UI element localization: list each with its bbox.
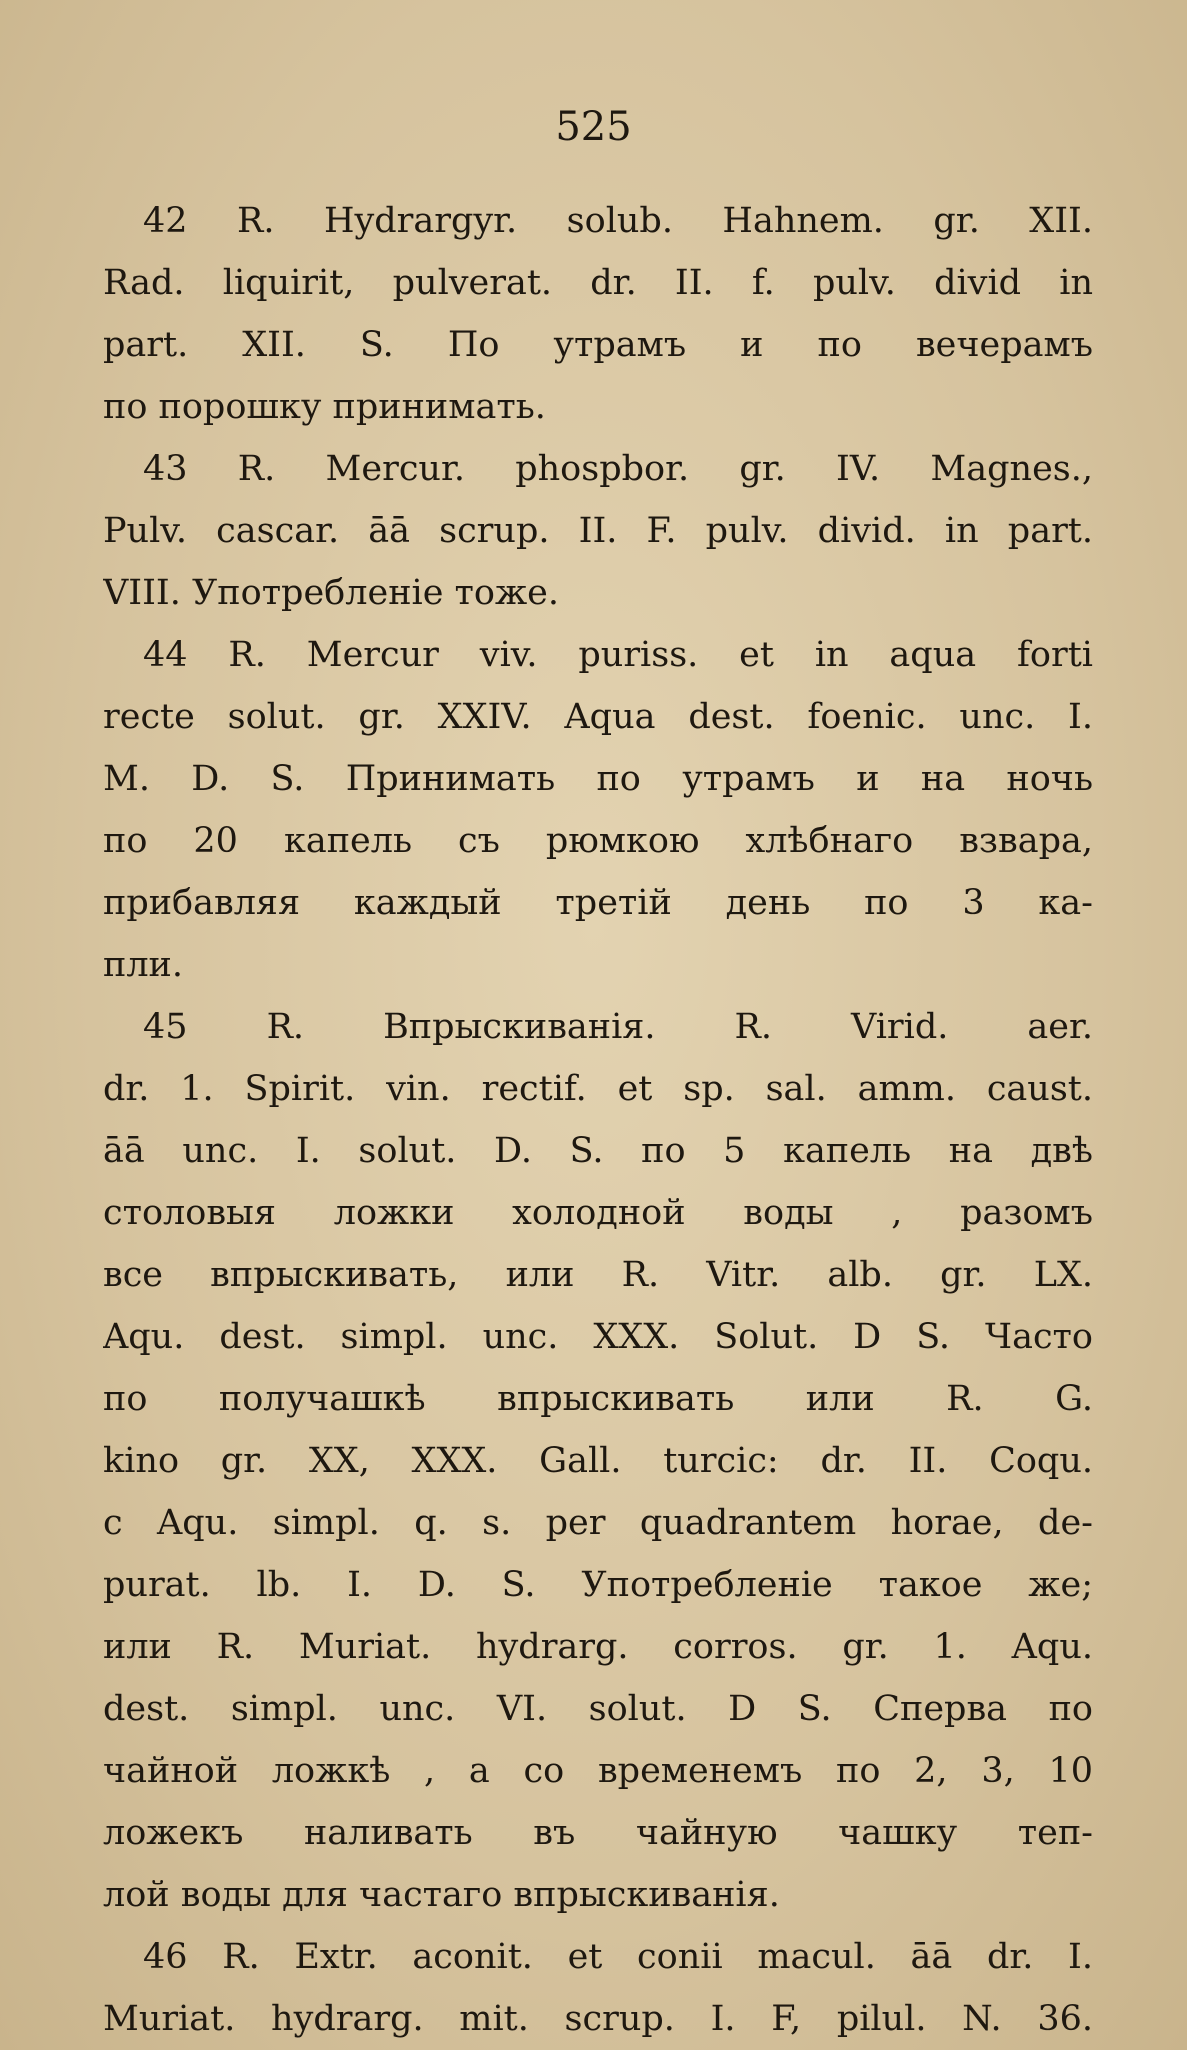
text-line: по порошку принимать. — [103, 387, 546, 427]
text-line: пли. — [103, 945, 184, 985]
recipe-46 — [103, 1926, 1093, 2050]
text-line: āā unc. I. solut. D. S. по 5 капель на двѣ — [103, 1131, 1093, 1171]
text-line: Aqu. dest. simpl. unc. XXX. Solut. D S. Часто — [103, 1317, 1093, 1357]
page-text — [103, 190, 1093, 2050]
text-line: столовыя ложки холодной воды , разомъ — [103, 1193, 1093, 1233]
text-line: Pulv. cascar. āā scrup. II. F. pulv. divid. in part. — [103, 511, 1093, 551]
text-line: dr. 1. Spirit. vin. rectif. et sp. sal. amm. caust. — [103, 1069, 1093, 1109]
recipe-42 — [103, 190, 1093, 438]
text-line: Rad. liquirit, pulverat. dr. II. f. pulv. divid in — [103, 263, 1093, 303]
text-line: 45 R. Впрыскиванія. R. Virid. aer. — [143, 1007, 1093, 1047]
text-line: part. XII. S. По утрамъ и по вечерамъ — [103, 325, 1093, 365]
recipe-43 — [103, 438, 1093, 624]
text-line: purat. lb. I. D. S. Употребленіе такое же; — [103, 1565, 1093, 1605]
text-line: все впрыскивать, или R. Vitr. alb. gr. LX. — [103, 1255, 1093, 1295]
text-line: Muriat. hydrarg. mit. scrup. I. F, pilul. N. 36. — [103, 1999, 1093, 2039]
text-line: ложекъ наливать въ чайную чашку теп- — [103, 1813, 1093, 1853]
text-line: прибавляя каждый третій день по 3 ка- — [103, 883, 1093, 923]
recipe-45 — [103, 996, 1093, 1926]
text-line: dest. simpl. unc. VI. solut. D S. Сперва по — [103, 1689, 1093, 1729]
recipe-44 — [103, 624, 1093, 996]
text-line: 42 R. Hydrargyr. solub. Hahnem. gr. XII. — [143, 201, 1093, 241]
text-line: 44 R. Mercur viv. puriss. et in aqua forti — [143, 635, 1093, 675]
text-line: 43 R. Mercur. phospbor. gr. IV. Magnes., — [143, 449, 1093, 489]
text-line: M. D. S. Принимать по утрамъ и на ночь — [103, 759, 1093, 799]
text-line: kino gr. XX, XXX. Gall. turcic: dr. II. Coqu. — [103, 1441, 1093, 1481]
text-line: VIII. Употребленіе тоже. — [103, 573, 560, 613]
text-line: чайной ложкѣ , а со временемъ по 2, 3, 10 — [103, 1751, 1093, 1791]
text-line: лой воды для частаго впрыскиванія. — [103, 1875, 780, 1915]
text-line: recte solut. gr. XXIV. Aqua dest. foenic. unc. I. — [103, 697, 1093, 737]
text-line: или R. Muriat. hydrarg. corros. gr. 1. Aqu. — [103, 1627, 1093, 1667]
text-line: 46 R. Extr. aconit. et conii macul. āā dr. I. — [143, 1937, 1093, 1977]
page-number: 525 — [555, 104, 632, 150]
text-line: по 20 капель съ рюмкою хлѣбнаго взвара, — [103, 821, 1093, 861]
text-line: по получашкѣ впрыскивать или R. G. — [103, 1379, 1093, 1419]
text-line: c Aqu. simpl. q. s. per quadrantem horae, de- — [103, 1503, 1093, 1543]
